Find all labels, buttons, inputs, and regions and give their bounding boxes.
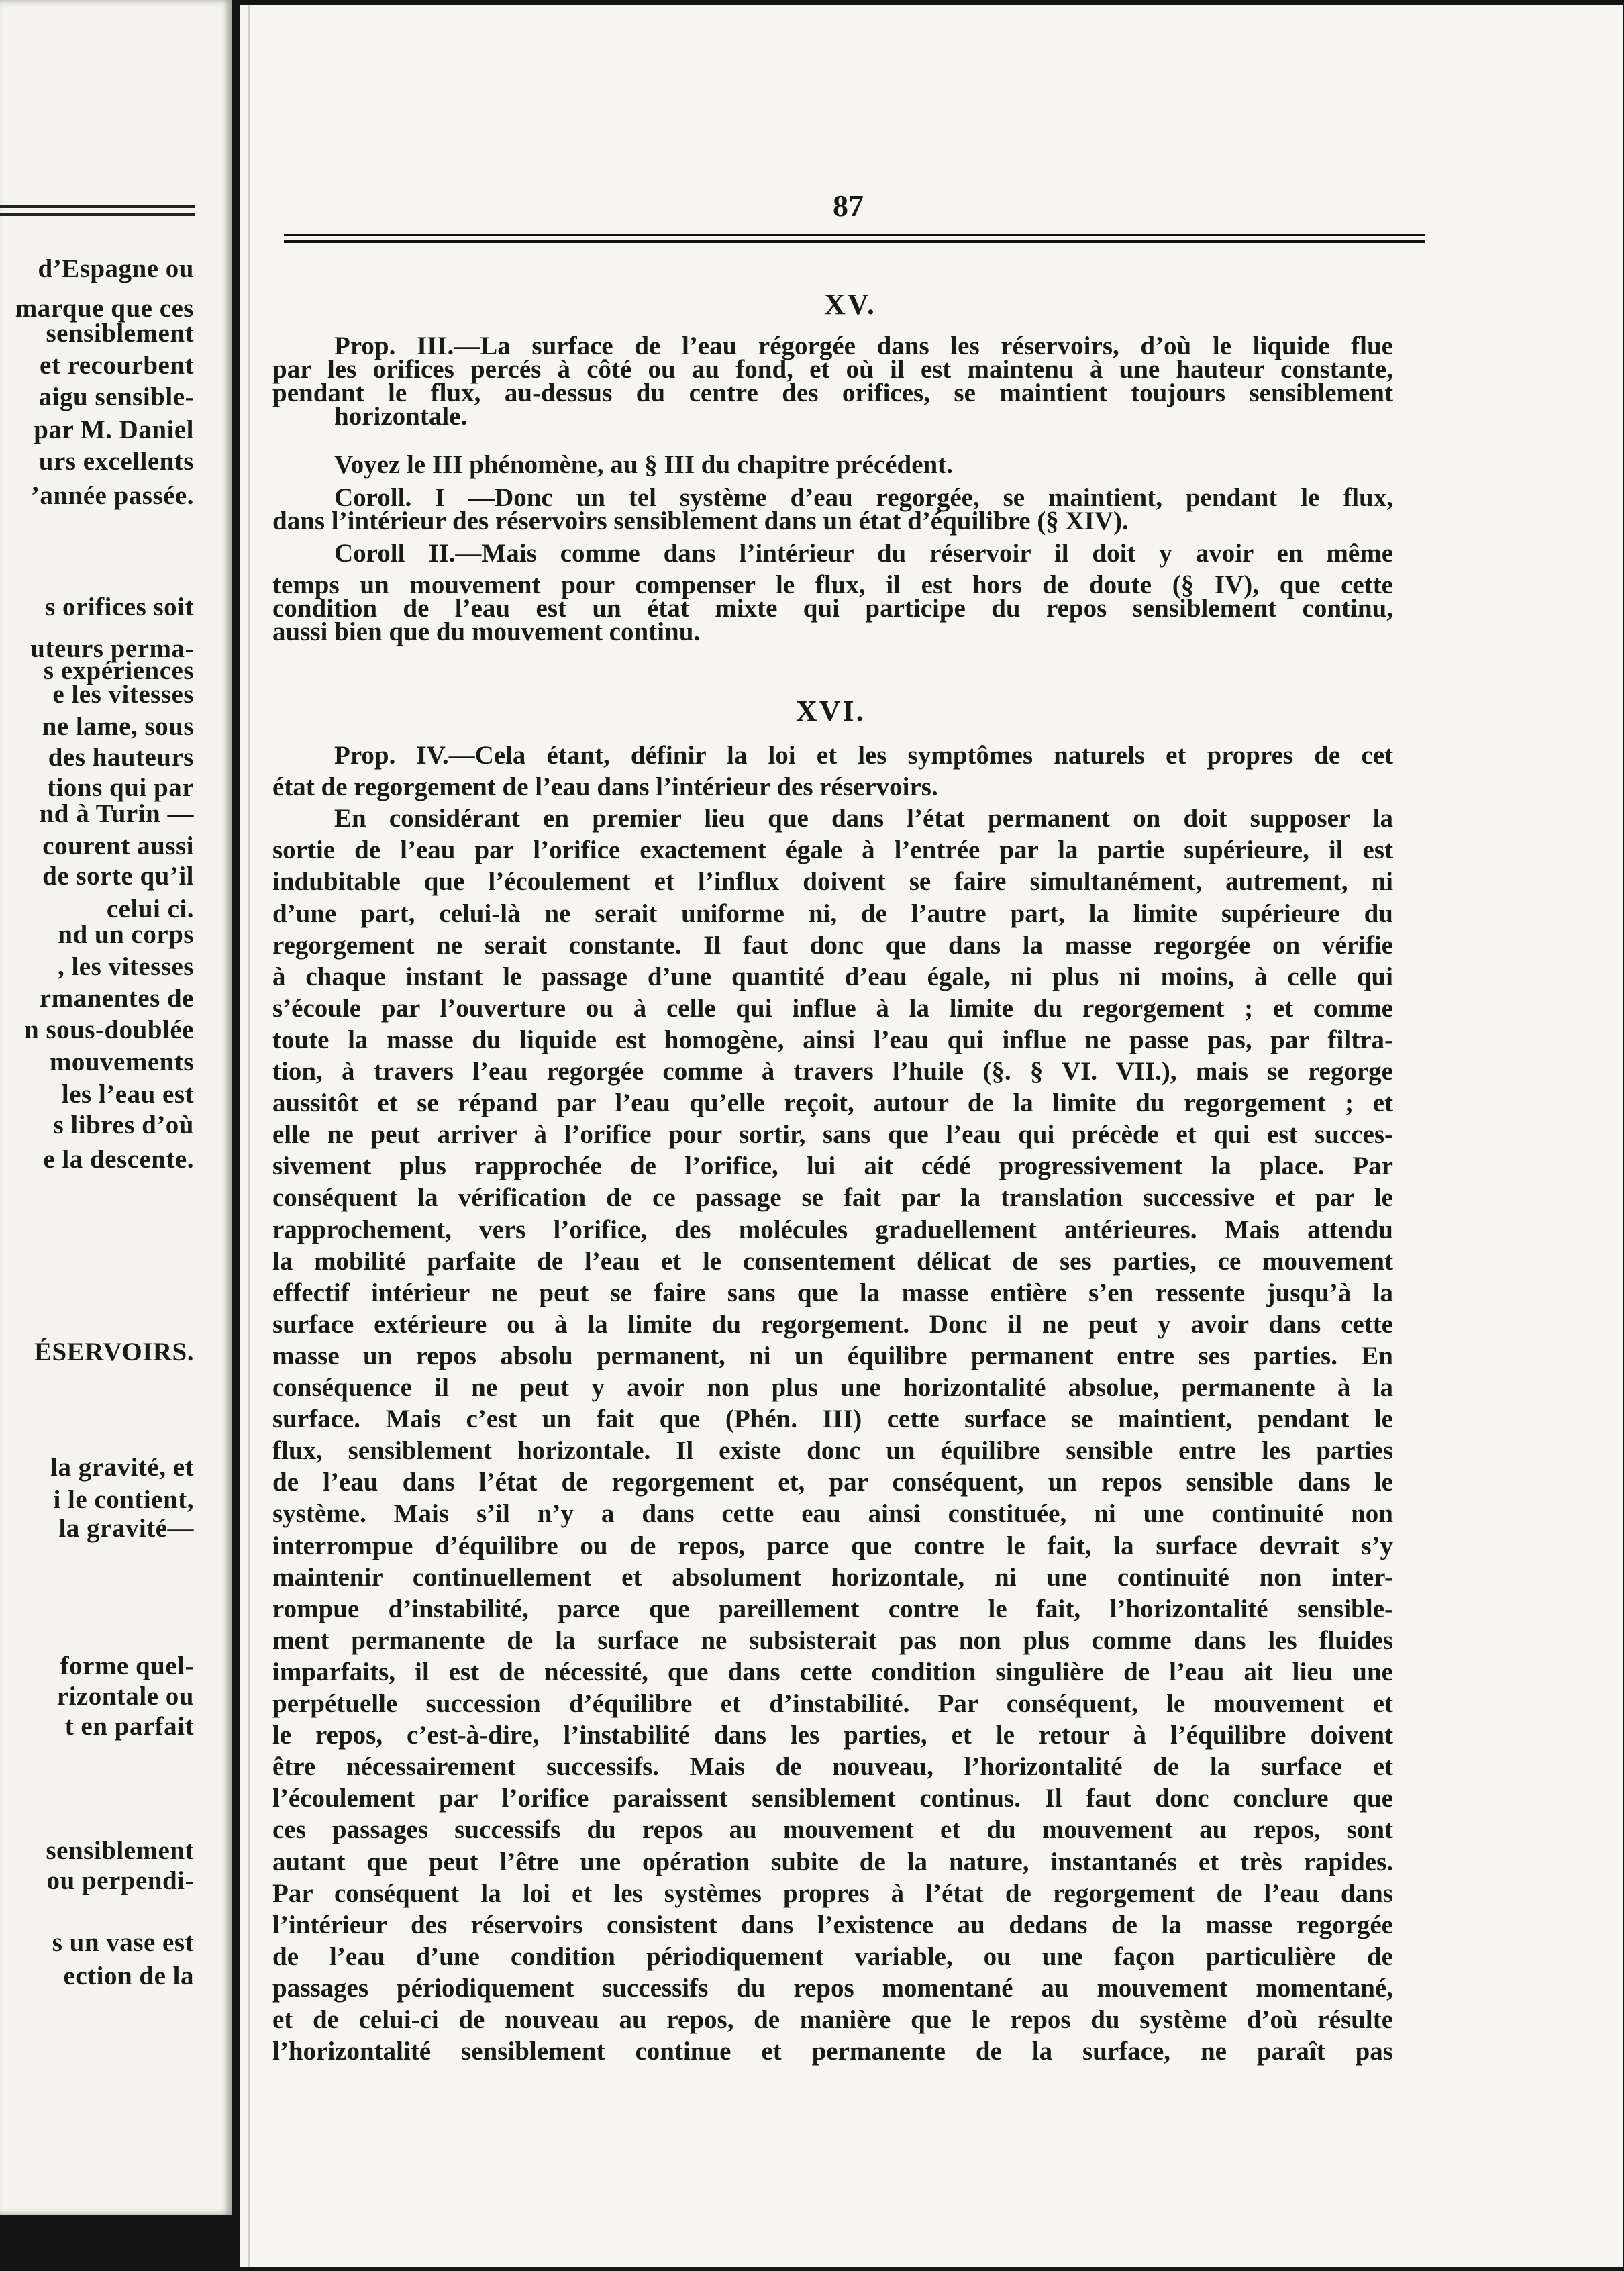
text-line: masse un repos absolu permanent, ni un équilibre permanent entre ses parties. En: [272, 1341, 1393, 1370]
section-heading-xv: XV.: [824, 288, 876, 321]
text-line: surface. Mais c’est un fait que (Phén. III) cette surface se maintient, pendant le: [272, 1405, 1393, 1434]
text-line: système. Mais s’il n’y a dans cette eau ainsi constituée, ni une continuité non: [272, 1499, 1393, 1529]
text-line: état de regorgement de l’eau dans l’intérieur des réservoirs.: [272, 772, 938, 802]
right-page: [240, 5, 1623, 2267]
text-line: autant que peut l’être une opération subite de la nature, instantanés et très rapides.: [272, 1847, 1393, 1876]
text-line: perpétuelle succession d’équilibre et d’instabilité. Par conséquent, le mouvement et: [272, 1689, 1393, 1718]
text-line: dans l’intérieur des réservoirs sensiblement dans un état d’équilibre (§ XIV).: [272, 507, 1129, 536]
text-line: aussi bien que du mouvement continu.: [272, 617, 701, 646]
text-line: regorgement ne serait constante. Il faut donc que dans la masse regorgée on vérifie: [272, 930, 1393, 960]
text-line: de l’eau dans l’état de regorgement et, par conséquent, un repos sensible dans le: [272, 1468, 1393, 1497]
text-line: Coroll. I —Donc un tel système d’eau regorgée, se maintient, pendant le flux,: [334, 483, 1393, 512]
left-page-line: sensiblement: [46, 319, 194, 348]
text-line: Prop. IV.—Cela étant, définir la loi et les symptômes naturels et propres de cet: [334, 741, 1393, 770]
left-page-line: n sous-doublée: [24, 1015, 194, 1044]
left-page-line: par M. Daniel: [34, 415, 194, 444]
text-line: pendant le flux, au-dessus du centre des orifices, se maintient toujours sensiblement: [272, 378, 1393, 407]
text-line: l’intérieur des réservoirs consistent dans l’existence au dedans de la masse regorgée: [272, 1910, 1393, 1939]
left-page-line: des hauteurs: [48, 743, 194, 772]
header-rule: [284, 240, 1425, 243]
text-line: la mobilité parfaite de l’eau et le consentement délicat de ses parties, ce mouvement: [272, 1246, 1393, 1276]
left-page-line: , les vitesses: [57, 952, 194, 981]
text-line: de l’eau d’une condition périodiquement variable, ou une façon particulière de: [272, 1941, 1393, 1971]
text-line: condition de l’eau est un état mixte qui participe du repos sensiblement continu,: [272, 594, 1393, 623]
left-page-line: e les vitesses: [52, 680, 194, 709]
left-page-line: de sorte qu’il: [42, 862, 194, 891]
page-border: [248, 5, 250, 2267]
text-line: l’écoulement par l’orifice paraissent sensiblement continus. Il faut donc conclure que: [272, 1784, 1393, 1813]
left-page-line: t en parfait: [64, 1712, 194, 1741]
text-line: le repos, c’est-à-dire, l’instabilité dans les parties, et le retour à l’équilibre doivent: [272, 1721, 1393, 1750]
text-line: sortie de l’eau par l’orifice exactement égale à l’entrée par la partie supérieure, il est: [272, 836, 1393, 865]
text-line: rompue d’instabilité, parce que pareillement contre le fait, l’horizontalité sensible-: [272, 1594, 1393, 1623]
text-line: indubitable que l’écoulement et l’influx doivent se faire simultanément, autrement, ni: [272, 867, 1393, 897]
left-page-line: les l’eau est: [61, 1080, 194, 1109]
text-line: et de celui-ci de nouveau au repos, de manière que le repos du système d’où résulte: [272, 2005, 1393, 2034]
text-line: d’une part, celui-là ne serait uniforme ni, de l’autre part, la limite supérieure du: [272, 899, 1393, 928]
left-page-line: celui ci.: [106, 895, 194, 923]
section-heading-xvi: XVI.: [796, 695, 866, 727]
left-page-line: sensiblement: [46, 1836, 194, 1865]
left-page-line: nd à Turin —: [39, 799, 194, 828]
text-line: passages périodiquement successifs du repos momentané au mouvement momentané,: [272, 1973, 1393, 2003]
left-page-line: s un vase est: [52, 1928, 194, 1957]
left-page-line: ou perpendi-: [46, 1866, 194, 1895]
left-page-line: aigu sensible-: [38, 383, 194, 411]
text-line: Coroll II.—Mais comme dans l’intérieur du réservoir il doit y avoir en même: [334, 539, 1393, 568]
text-line: être nécessairement successifs. Mais de nouveau, l’horizontalité de la surface et: [272, 1752, 1393, 1782]
text-line: conséquent la vérification de ce passage se fait par la translation successive et par le: [272, 1183, 1393, 1213]
left-page-line: ÉSERVOIRS.: [34, 1338, 194, 1366]
left-page-line: d’Espagne ou: [38, 254, 194, 283]
text-line: imparfaits, il est de nécessité, que dans cette condition singulière de l’eau ait lieu une: [272, 1657, 1393, 1686]
left-page-line: la gravité—: [58, 1514, 194, 1543]
text-line: surface extérieure ou à la limite du regorgement. Donc il ne peut y avoir dans cette: [272, 1309, 1393, 1339]
left-page-rule: [0, 213, 195, 216]
text-line: à chaque instant le passage d’une quantité d’eau égale, ni plus ni moins, à celle qui: [272, 962, 1393, 991]
left-facing-page: [0, 0, 232, 2215]
text-line: Voyez le III phénomène, au § III du chapitre précédent.: [334, 450, 953, 479]
left-page-line: la gravité, et: [50, 1453, 194, 1482]
text-line: En considérant en premier lieu que dans l’état permanent on doit supposer la: [334, 804, 1393, 834]
left-page-line: marque que ces: [15, 294, 194, 323]
text-line: l’horizontalité sensiblement continue et permanente de la surface, ne paraît pas: [272, 2037, 1393, 2066]
left-page-rule: [0, 205, 195, 208]
left-page-line: e la descente.: [43, 1145, 194, 1174]
text-line: sivement plus rapprochée de l’orifice, lui ait cédé progressivement la place. Par: [272, 1152, 1393, 1181]
page-number: 87: [833, 189, 864, 223]
text-line: maintenir continuellement et absolument horizontale, ni une continuité non inter-: [272, 1562, 1393, 1592]
left-page-line: forme quel-: [60, 1652, 194, 1680]
left-page-line: ne lame, sous: [42, 712, 194, 741]
text-line: aussitôt et se répand par l’eau qu’elle reçoit, autour de la limite du regorgement ; et: [272, 1089, 1393, 1118]
left-page-line: s expériences: [43, 656, 194, 685]
left-page-line: tions qui par: [47, 773, 194, 802]
text-line: tion, à travers l’eau regorgée comme à travers l’huile (§. § VI. VII.), mais se regorge: [272, 1057, 1393, 1086]
left-page-line: mouvements: [49, 1048, 194, 1076]
left-page-line: ’année passée.: [30, 481, 194, 510]
text-line: ces passages successifs du repos au mouvement et du mouvement au repos, sont: [272, 1815, 1393, 1845]
text-line: conséquence il ne peut y avoir non plus une horizontalité absolue, permanente à la: [272, 1373, 1393, 1402]
text-line: temps un mouvement pour compenser le flux, il est hors de doute (§ IV), que cette: [272, 570, 1393, 599]
text-line: elle ne peut arriver à l’orifice pour sortir, sans que l’eau qui précède et qui est succes-: [272, 1120, 1393, 1150]
text-line: s’écoule par l’ouverture ou à celle qui influe à la limite du regorgement ; et comme: [272, 993, 1393, 1023]
left-page-line: courent aussi: [42, 831, 194, 860]
text-line: flux, sensiblement horizontale. Il existe donc un équilibre sensible entre les parties: [272, 1436, 1393, 1466]
left-page-line: et recourbent: [40, 351, 194, 380]
text-line: Par conséquent la loi et les systèmes propres à l’état de regorgement de l’eau dans: [272, 1878, 1393, 1908]
header-rule: [284, 234, 1425, 236]
text-line: ment permanente de la surface ne subsisterait pas non plus comme dans les fluides: [272, 1625, 1393, 1655]
left-page-line: i le contient,: [53, 1485, 194, 1514]
left-page-line: rizontale ou: [56, 1682, 194, 1711]
left-page-line: urs excellents: [38, 447, 194, 476]
left-page-line: s libres d’où: [53, 1111, 194, 1140]
left-page-line: ection de la: [63, 1962, 194, 1990]
left-page-line: s orifices soit: [45, 593, 194, 621]
text-line: interrompue d’équilibre ou de repos, parce que contre le fait, la surface devrait s’y: [272, 1531, 1393, 1560]
left-page-line: nd un corps: [58, 920, 194, 949]
text-line: Prop. III.—La surface de l’eau régorgée dans les réservoirs, d’où le liquide flue: [334, 332, 1393, 360]
text-line: rapprochement, vers l’orifice, des molécules graduellement antérieures. Mais attendu: [272, 1215, 1393, 1244]
text-line: par les orifices percés à côté ou au fond, et où il est maintenu à une hauteur constante,: [272, 355, 1393, 384]
text-line: horizontale.: [334, 402, 468, 431]
text-line: toute la masse du liquide est homogène, ainsi l’eau qui influe ne passe pas, par filtra-: [272, 1025, 1393, 1054]
left-page-line: rmanentes de: [39, 984, 194, 1013]
left-page-line: uteurs perma-: [30, 634, 194, 663]
text-line: effectif intérieur ne peut se faire sans que la masse entière s’en ressente jusqu’à la: [272, 1278, 1393, 1307]
